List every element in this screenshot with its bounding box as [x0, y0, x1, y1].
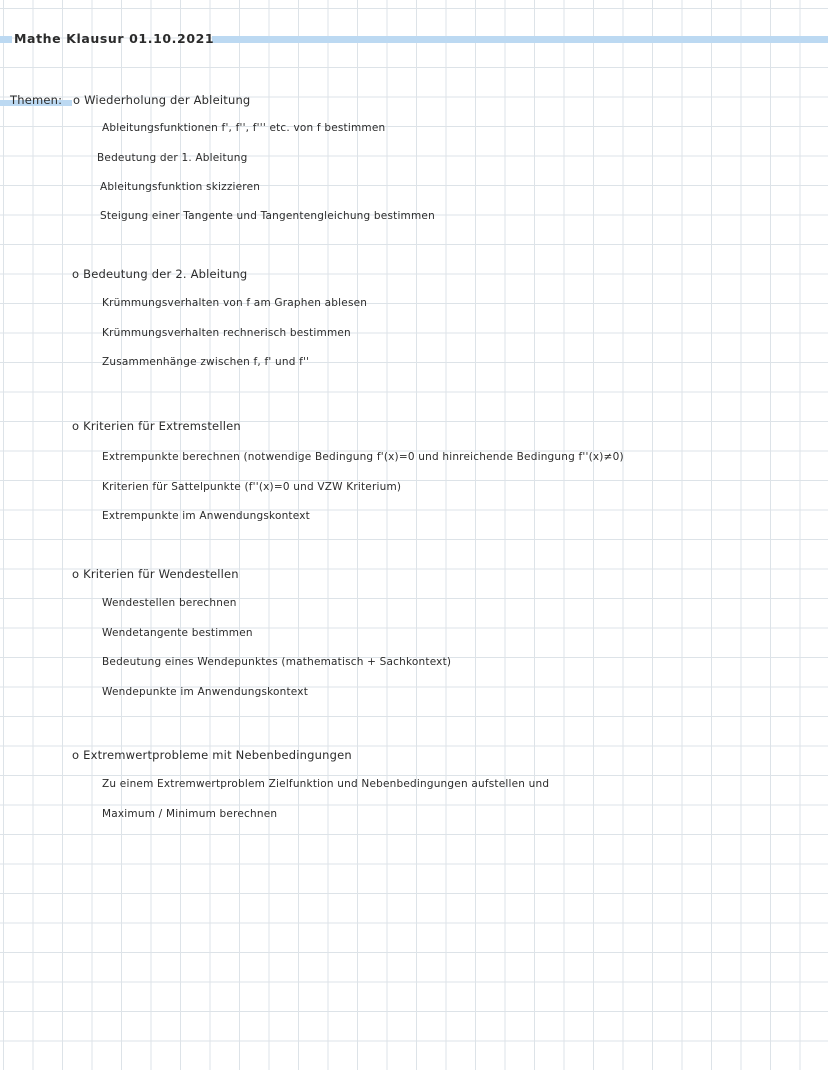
themen-label: Themen: — [10, 93, 63, 107]
bullet-icon: o — [72, 267, 80, 281]
topic-heading-text: Extremwertprobleme mit Nebenbedingungen — [83, 748, 352, 762]
topic-heading-text: Kriterien für Extremstellen — [83, 419, 241, 433]
list-item: Zusammenhänge zwischen f, f' und f'' — [102, 356, 310, 368]
list-item: Maximum / Minimum berechnen — [102, 808, 278, 820]
bullet-icon: o — [72, 419, 80, 433]
list-item: Wendetangente bestimmen — [102, 627, 253, 639]
topic-heading — [72, 267, 247, 281]
bullet-icon: o — [72, 748, 80, 762]
list-item: Zu einem Extremwertproblem Zielfunktion und Nebenbedingungen aufstellen und — [102, 778, 550, 790]
list-item: Bedeutung eines Wendepunktes (mathematisch + Sachkontext) — [102, 656, 452, 668]
list-item: Krümmungsverhalten von f am Graphen ablesen — [102, 297, 368, 309]
list-item: Kriterien für Sattelpunkte (f''(x)=0 und VZW Kriterium) — [102, 481, 402, 493]
topic-heading — [72, 567, 239, 581]
topic-heading-text: Kriterien für Wendestellen — [83, 567, 239, 581]
page-title: Mathe Klausur 01.10.2021 — [14, 31, 215, 46]
topic-heading-text: Bedeutung der 2. Ableitung — [83, 267, 248, 281]
list-item: Ableitungsfunktionen f', f'', f''' etc. von f bestimmen — [102, 122, 386, 134]
topic-heading — [73, 93, 250, 107]
list-item: Wendepunkte im Anwendungskontext — [102, 686, 309, 698]
list-item: Extrempunkte im Anwendungskontext — [102, 510, 310, 522]
list-item: Wendestellen berechnen — [102, 597, 237, 609]
list-item: Steigung einer Tangente und Tangentengleichung bestimmen — [100, 210, 435, 222]
list-item: Krümmungsverhalten rechnerisch bestimmen — [102, 327, 351, 339]
bullet-icon: o — [72, 567, 80, 581]
bullet-icon: o — [73, 93, 81, 107]
topic-heading-text: Wiederholung der Ableitung — [84, 93, 251, 107]
list-item: Ableitungsfunktion skizzieren — [100, 181, 261, 193]
topic-heading — [72, 419, 241, 433]
topic-heading — [72, 748, 352, 762]
title-highlight-right — [212, 36, 828, 43]
title-highlight-left — [0, 36, 12, 43]
list-item: Extrempunkte berechnen (notwendige Bedingung f'(x)=0 und hinreichende Bedingung f''(x)≠0) — [102, 451, 624, 463]
list-item: Bedeutung der 1. Ableitung — [97, 152, 248, 164]
